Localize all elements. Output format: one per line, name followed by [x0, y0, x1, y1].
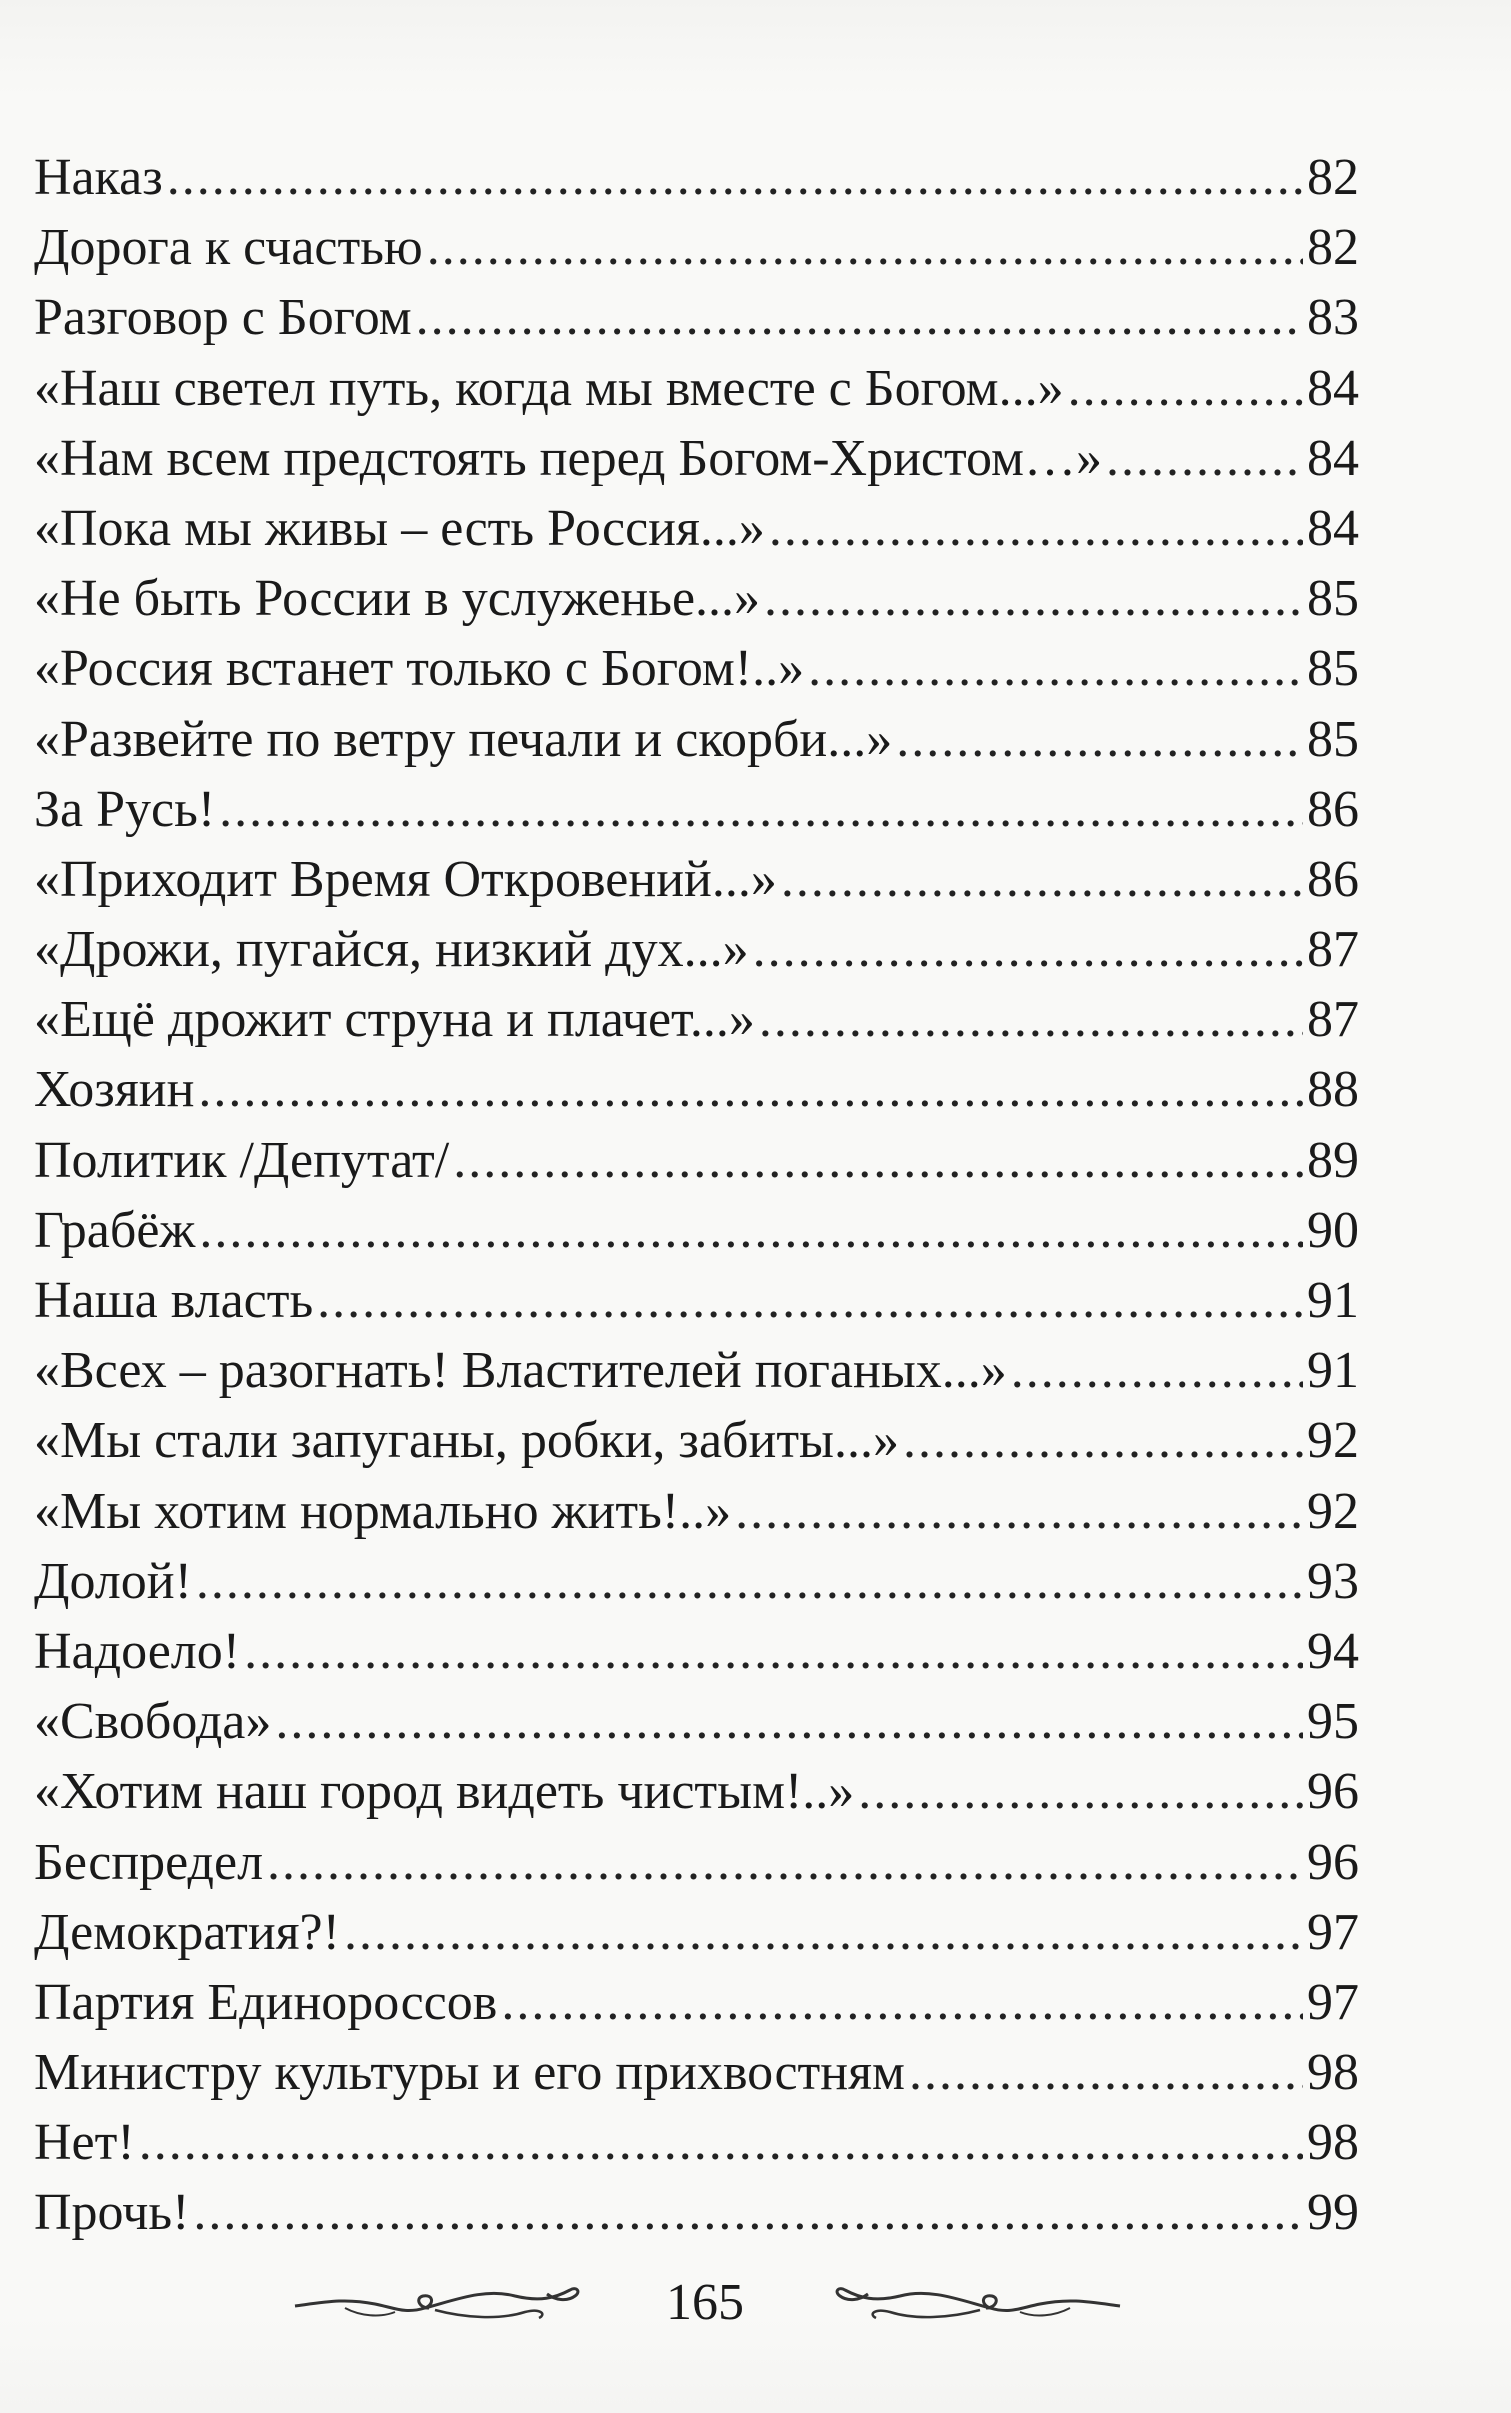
- toc-entry: [34, 1687, 1359, 1757]
- toc-entry: [34, 354, 1359, 424]
- toc-entry-title: Надоело!: [34, 1622, 241, 1680]
- toc-entry: [34, 1336, 1359, 1406]
- toc-entry-title: «Развейте по ветру печали и скорби...»: [34, 710, 893, 768]
- toc-entry-page: 83: [1307, 289, 1359, 347]
- toc-entry-title: «Приходит Время Откровений...»: [34, 850, 777, 908]
- toc-entry-page: 94: [1307, 1622, 1359, 1680]
- toc-entry-title: Наказ: [34, 149, 163, 206]
- toc-entry-page: 98: [1307, 2044, 1359, 2102]
- toc-entry-page: 95: [1307, 1693, 1359, 1751]
- toc-entry-title: Хозяин: [34, 1061, 195, 1119]
- toc-dot-leader: [275, 1687, 1303, 1757]
- toc-entry-title: Долой!: [34, 1552, 192, 1610]
- toc-entry-page: 86: [1307, 850, 1359, 908]
- toc-entry-title: «Мы стали запуганы, робки, забиты...»: [34, 1412, 899, 1470]
- toc-entry-page: 96: [1307, 1833, 1359, 1891]
- toc-entry: [34, 985, 1359, 1055]
- toc-dot-leader: [896, 705, 1303, 775]
- toc-entry: [34, 213, 1359, 283]
- toc-dot-leader: [903, 1406, 1303, 1476]
- toc-entry-title: «Свобода»: [34, 1693, 272, 1751]
- toc-entry: [34, 1406, 1359, 1476]
- toc-dot-leader: [267, 1828, 1303, 1898]
- toc-dot-leader: [427, 213, 1303, 283]
- toc-entry: [34, 845, 1359, 915]
- toc-entry-page: 97: [1307, 1903, 1359, 1961]
- toc-entry-page: 92: [1307, 1482, 1359, 1540]
- toc-entry-title: «Всех – разогнать! Властителей поганых...»: [34, 1342, 1007, 1400]
- toc-entry: [34, 1968, 1359, 2038]
- toc-dot-leader: [1106, 424, 1303, 494]
- toc-entry: [34, 143, 1359, 213]
- toc-entry: [34, 2038, 1359, 2108]
- toc-entry: [34, 1828, 1359, 1898]
- toc-entry-page: 97: [1307, 1973, 1359, 2031]
- toc-entry-page: 90: [1307, 1201, 1359, 1259]
- toc-entry: [34, 1126, 1359, 1196]
- toc-entry-page: 96: [1307, 1763, 1359, 1821]
- toc-dot-leader: [858, 1757, 1303, 1827]
- toc-dot-leader: [193, 2178, 1303, 2248]
- toc-entry-title: «Не быть России в услуженье...»: [34, 570, 761, 628]
- toc-entry: [34, 1617, 1359, 1687]
- toc-entry-title: Демократия?!: [34, 1903, 340, 1961]
- toc-dot-leader: [1011, 1336, 1303, 1406]
- toc-dot-leader: [808, 634, 1303, 704]
- toc-entry-title: Дорога к счастью: [34, 219, 423, 277]
- toc-entry-title: «Дрожи, пугайся, низкий дух...»: [34, 921, 749, 979]
- toc-entry-title: Грабёж: [34, 1201, 196, 1259]
- toc-dot-leader: [753, 915, 1303, 985]
- toc-dot-leader: [769, 494, 1303, 564]
- toc-dot-leader: [167, 143, 1303, 213]
- toc-entry: [34, 1266, 1359, 1336]
- toc-entry-title: «Хотим наш город видеть чистым!..»: [34, 1763, 855, 1821]
- toc-entry: [34, 1898, 1359, 1968]
- toc-entry-page: 89: [1307, 1131, 1359, 1189]
- toc-entry-page: 91: [1307, 1272, 1359, 1329]
- toc-entry-page: 84: [1307, 429, 1359, 487]
- toc-dot-leader: [198, 1055, 1303, 1125]
- toc-entry-page: 87: [1307, 921, 1359, 979]
- toc-dot-leader: [501, 1968, 1303, 2038]
- flourish-left-icon: [285, 2278, 585, 2328]
- flourish-right-icon: [830, 2278, 1130, 2328]
- toc-entry-title: Разговор с Богом: [34, 289, 412, 347]
- toc-entry-page: 82: [1307, 219, 1359, 277]
- toc-entry: [34, 1055, 1359, 1125]
- toc-entry-page: 84: [1307, 359, 1359, 417]
- page-footer: [0, 2268, 1511, 2338]
- toc-entry: [34, 1477, 1359, 1547]
- toc-entry-page: 98: [1307, 2114, 1359, 2172]
- toc-entry: [34, 634, 1359, 704]
- toc-entry: [34, 705, 1359, 775]
- toc-entry-page: 87: [1307, 991, 1359, 1049]
- toc-entry-title: «Россия встанет только с Богом!..»: [34, 640, 805, 698]
- toc-entry: [34, 1196, 1359, 1266]
- toc-entry-title: «Мы хотим нормально жить!..»: [34, 1482, 732, 1540]
- toc-entry-page: 88: [1307, 1061, 1359, 1119]
- toc-dot-leader: [317, 1266, 1303, 1336]
- toc-dot-leader: [764, 564, 1303, 634]
- page-number: 165: [666, 2274, 744, 2331]
- toc-dot-leader: [759, 985, 1303, 1055]
- toc-dot-leader: [735, 1477, 1303, 1547]
- toc-entry-page: 84: [1307, 499, 1359, 557]
- toc-entry-page: 99: [1307, 2184, 1359, 2242]
- toc-dot-leader: [244, 1617, 1303, 1687]
- toc-entry: [34, 424, 1359, 494]
- toc-entry-page: 93: [1307, 1552, 1359, 1610]
- toc-entry-title: Беспредел: [34, 1833, 264, 1891]
- toc-entry-title: За Русь!: [34, 780, 216, 838]
- toc-entry-page: 92: [1307, 1412, 1359, 1470]
- toc-dot-leader: [781, 845, 1303, 915]
- toc-dot-leader: [909, 2038, 1303, 2108]
- toc-dot-leader: [196, 1547, 1303, 1617]
- toc-entry-title: «Ещё дрожит струна и плачет...»: [34, 991, 755, 1049]
- toc-entry-title: «Наш светел путь, когда мы вместе с Богом...»: [34, 359, 1064, 417]
- toc-entry-title: «Пока мы живы – есть Россия...»: [34, 499, 765, 557]
- toc-entry-title: Партия Единороссов: [34, 1973, 498, 2031]
- toc-dot-leader: [139, 2108, 1303, 2178]
- toc-entry: [34, 2178, 1359, 2248]
- toc-entry-title: «Нам всем предстоять перед Богом-Христом…»: [34, 429, 1102, 487]
- toc-entry: [34, 2108, 1359, 2178]
- toc-entry-page: 91: [1307, 1342, 1359, 1400]
- toc-entry-title: Министру культуры и его прихвостням: [34, 2044, 905, 2102]
- toc-entry-page: 86: [1307, 780, 1359, 838]
- toc-entry-page: 82: [1307, 149, 1359, 206]
- toc-entry: [34, 915, 1359, 985]
- toc-dot-leader: [1068, 354, 1303, 424]
- toc-dot-leader: [199, 1196, 1303, 1266]
- toc-entry-title: Прочь!: [34, 2184, 190, 2242]
- toc-entry: [34, 1547, 1359, 1617]
- toc-entry: [34, 494, 1359, 564]
- toc-entry-title: Политик /Депутат/: [34, 1131, 450, 1189]
- table-of-contents: [34, 143, 1359, 2249]
- toc-entry-title: Наша власть: [34, 1272, 314, 1329]
- toc-entry-page: 85: [1307, 710, 1359, 768]
- toc-entry-page: 85: [1307, 570, 1359, 628]
- toc-dot-leader: [344, 1898, 1303, 1968]
- toc-entry: [34, 775, 1359, 845]
- toc-entry-title: Нет!: [34, 2114, 135, 2172]
- toc-dot-leader: [416, 283, 1303, 353]
- toc-entry-page: 85: [1307, 640, 1359, 698]
- toc-dot-leader: [219, 775, 1303, 845]
- toc-dot-leader: [453, 1126, 1303, 1196]
- toc-entry: [34, 564, 1359, 634]
- toc-entry: [34, 1757, 1359, 1827]
- toc-entry: [34, 283, 1359, 353]
